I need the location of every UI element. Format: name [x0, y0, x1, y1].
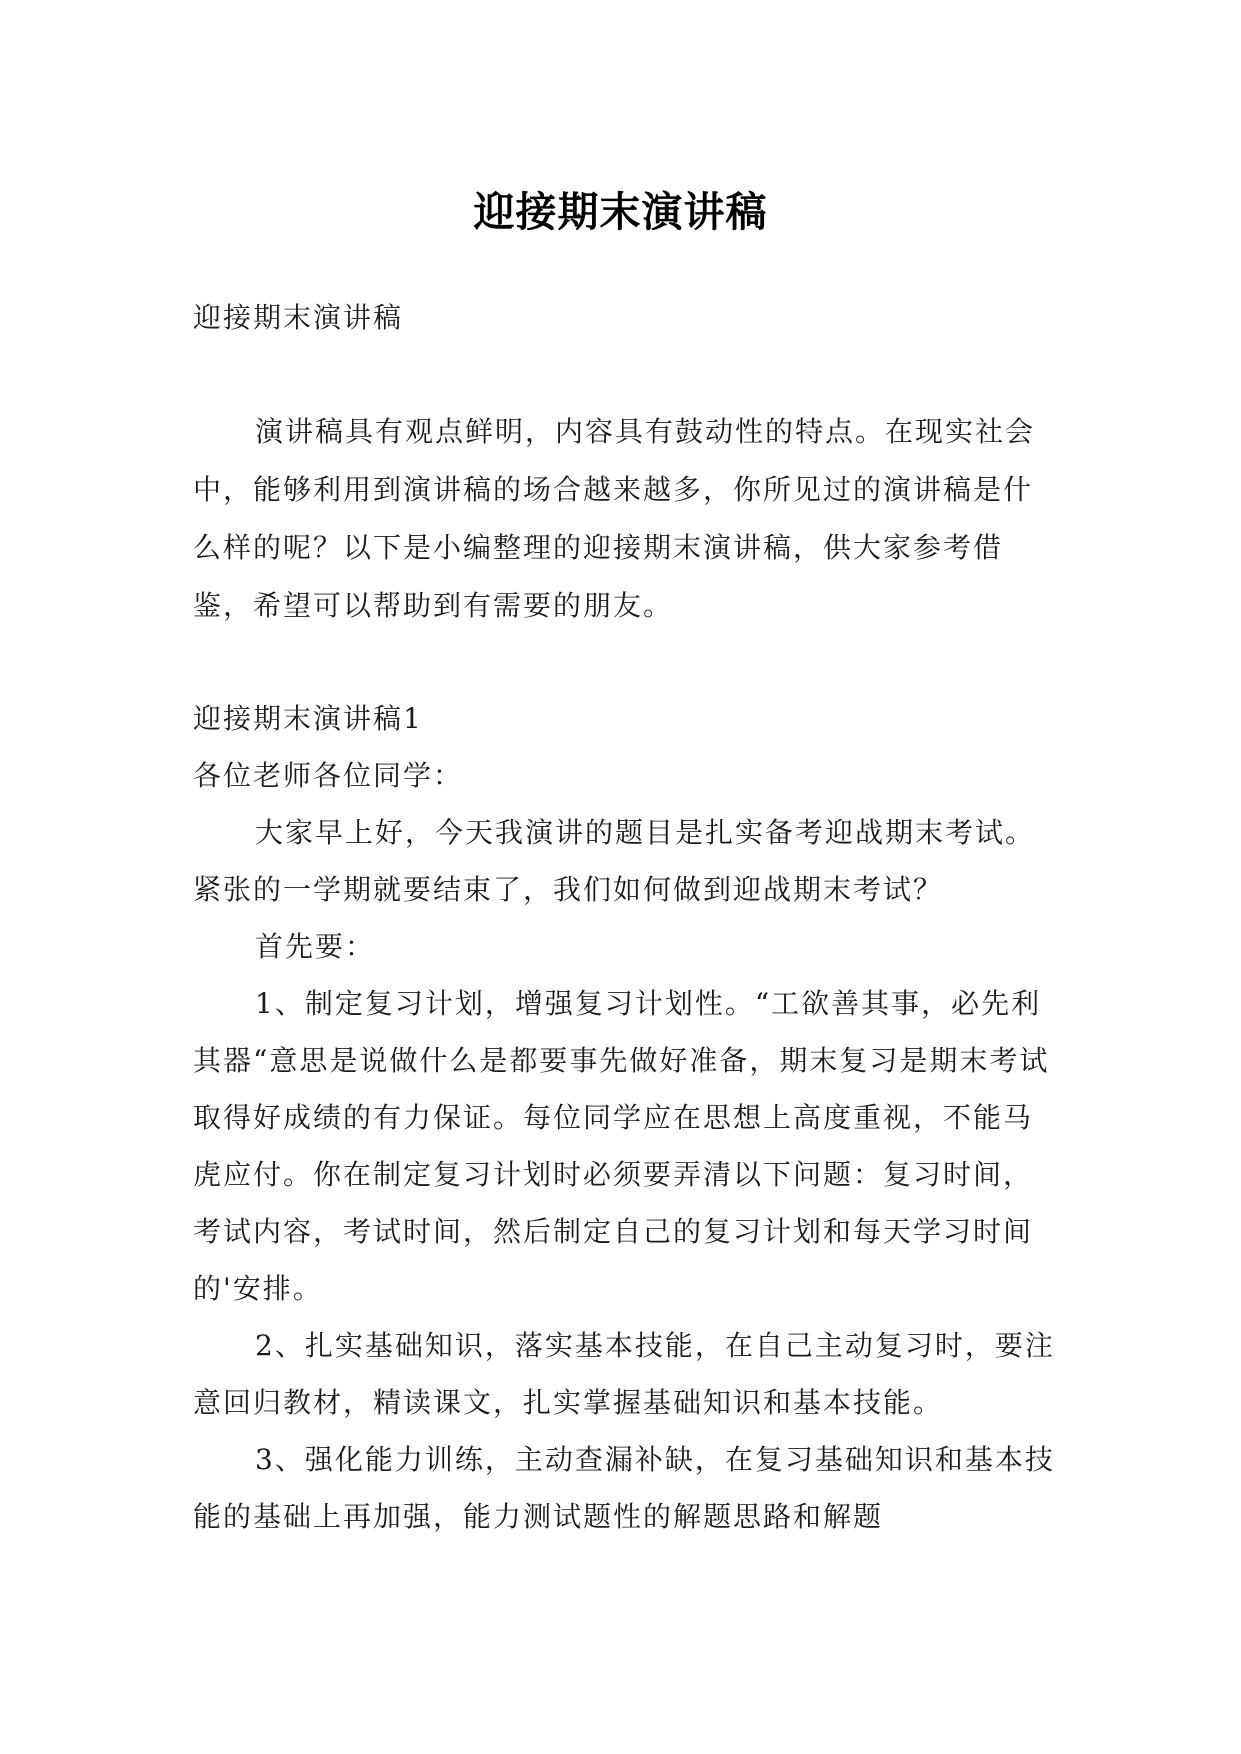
document-title: 迎接期末演讲稿	[473, 188, 768, 237]
intro-paragraph: 演讲稿具有观点鲜明，内容具有鼓动性的特点。在现实社会中，能够利用到演讲稿的场合越来越多，你所见过的演讲稿是什么样的呢？以下是小编整理的迎接期末演讲稿，供大家参考借鉴，希望可以帮助到有需要的朋友。	[193, 415, 1036, 622]
speech-section-1	[193, 690, 1059, 1545]
paragraph-point-3: 3、强化能力训练，主动查漏补缺，在复习基础知识和基本技能的基础上再加强，能力测试题性的解题思路和解题	[193, 1443, 1055, 1533]
paragraph-first: 首先要：	[255, 930, 376, 963]
paragraph-point-1: 1、制定复习计划，增强复习计划性。“工欲善其事，必先利其器“意思是说做什么是都要事先做好准备，期末复习是期末考试取得好成绩的有力保证。每位同学应在思想上高度重视，不能马虎应付。你在制定复习计划时必须要弄清以下问题：复习时间，考试内容，考试时间，然后制定自己的复习计划和每天学习时间的'安排。	[193, 987, 1050, 1305]
document-subtitle: 迎接期末演讲稿	[193, 301, 404, 334]
paragraph-greeting: 大家早上好，今天我演讲的题目是扎实备考迎战期末考试。紧张的一学期就要结束了，我们如何做到迎战期末考试？	[193, 816, 1036, 906]
salutation: 各位老师各位同学：	[193, 759, 464, 792]
section-heading: 迎接期末演讲稿1	[193, 702, 423, 735]
paragraph-point-2: 2、扎实基础知识，落实基本技能，在自己主动复习时，要注意回归教材，精读课文，扎实掌握基础知识和基本技能。	[193, 1329, 1055, 1419]
